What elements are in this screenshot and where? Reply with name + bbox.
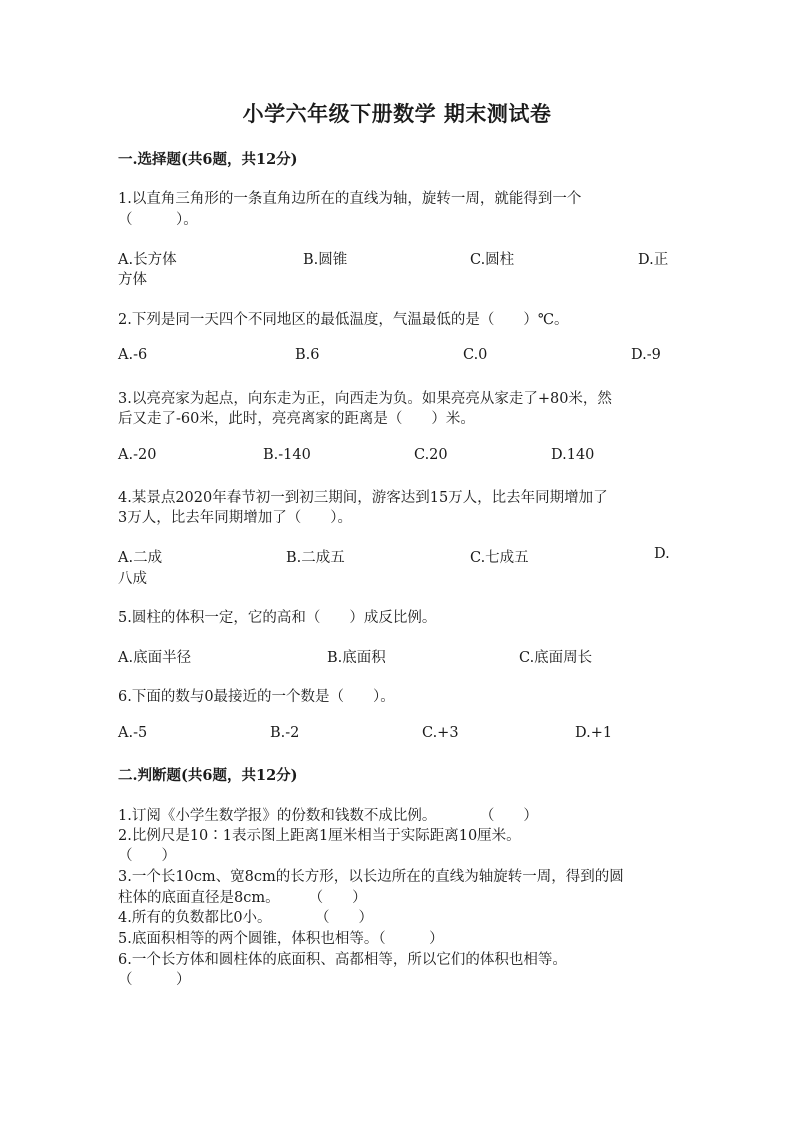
question-3-option-a: A.-20 (118, 447, 157, 463)
question-6-option-a: A.-5 (118, 725, 148, 741)
question-2-option-b: B.6 (295, 347, 320, 363)
question-1-option-c: C.圆柱 (470, 252, 515, 268)
judgment-line-9: （ ） (118, 972, 191, 988)
question-6-line-1: 6.下面的数与0最接近的一个数是（ ）。 (118, 689, 395, 705)
judgment-line-5: 柱体的底面直径是8cm。 （ ） (118, 890, 367, 906)
question-4-option-d: D. (654, 546, 670, 562)
question-2-option-d: D.-9 (631, 347, 661, 363)
question-1-option-b: B.圆锥 (303, 252, 348, 268)
question-1-option-a: A.长方体 (118, 252, 177, 268)
question-4-option-d-wrap: 八成 (118, 571, 147, 587)
question-5-option-c: C.底面周长 (519, 650, 593, 666)
question-4-option-c: C.七成五 (470, 550, 529, 566)
judgment-line-6: 4.所有的负数都比0小。 （ ） (118, 910, 374, 926)
question-6-option-c: C.+3 (422, 725, 459, 741)
question-6-option-b: B.-2 (270, 725, 300, 741)
question-5-option-b: B.底面积 (327, 650, 386, 666)
question-4-line-1: 4.某景点2020年春节初一到初三期间，游客达到15万人，比去年同期增加了 (118, 490, 608, 506)
question-2-option-c: C.0 (463, 347, 488, 363)
question-3-line-1: 3.以亮亮家为起点，向东走为正，向西走为负。如果亮亮从家走了+80米，然 (118, 391, 612, 407)
question-4-option-b: B.二成五 (286, 550, 345, 566)
question-1-line-1: 1.以直角三角形的一条直角边所在的直线为轴，旋转一周，就能得到一个 (118, 191, 582, 207)
question-2-option-a: A.-6 (118, 347, 148, 363)
judgment-line-2: 2.比例尺是10∶1表示图上距离1厘米相当于实际距离10厘米。 (118, 828, 521, 844)
question-6-option-d: D.+1 (575, 725, 613, 741)
section-heading-choice: 一.选择题(共6题，共12分) (118, 151, 298, 168)
judgment-line-3: （ ） (118, 848, 176, 864)
question-4-option-a: A.二成 (118, 550, 163, 566)
judgment-line-8: 6.一个长方体和圆柱体的底面积、高都相等，所以它们的体积也相等。 (118, 952, 567, 968)
judgment-line-1: 1.订阅《小学生数学报》的份数和钱数不成比例。 （ ） (118, 808, 538, 824)
question-1-option-d-wrap: 方体 (118, 272, 147, 288)
question-5-line-1: 5.圆柱的体积一定，它的高和（ ）成反比例。 (118, 610, 437, 626)
judgment-line-7: 5.底面积相等的两个圆锥，体积也相等。（ ） (118, 931, 444, 947)
question-3-line-2: 后又走了-60米，此时，亮亮离家的距离是（ ）米。 (118, 411, 475, 427)
question-3-option-d: D.140 (551, 447, 595, 463)
question-1-option-d: D.正 (638, 252, 669, 268)
question-1-line-2: （ ）。 (118, 212, 198, 228)
page-title: 小学六年级下册数学 期末测试卷 (242, 101, 552, 126)
question-3-option-b: B.-140 (263, 447, 311, 463)
question-5-option-a: A.底面半径 (118, 650, 192, 666)
question-3-option-c: C.20 (414, 447, 448, 463)
judgment-line-4: 3.一个长10cm、宽8cm的长方形，以长边所在的直线为轴旋转一周，得到的圆 (118, 869, 624, 885)
section-heading-judgment: 二.判断题(共6题，共12分) (118, 767, 298, 784)
question-4-line-2: 3万人，比去年同期增加了（ ）。 (118, 510, 352, 526)
question-2-line-1: 2.下列是同一天四个不同地区的最低温度，气温最低的是（ ）℃。 (118, 312, 569, 328)
